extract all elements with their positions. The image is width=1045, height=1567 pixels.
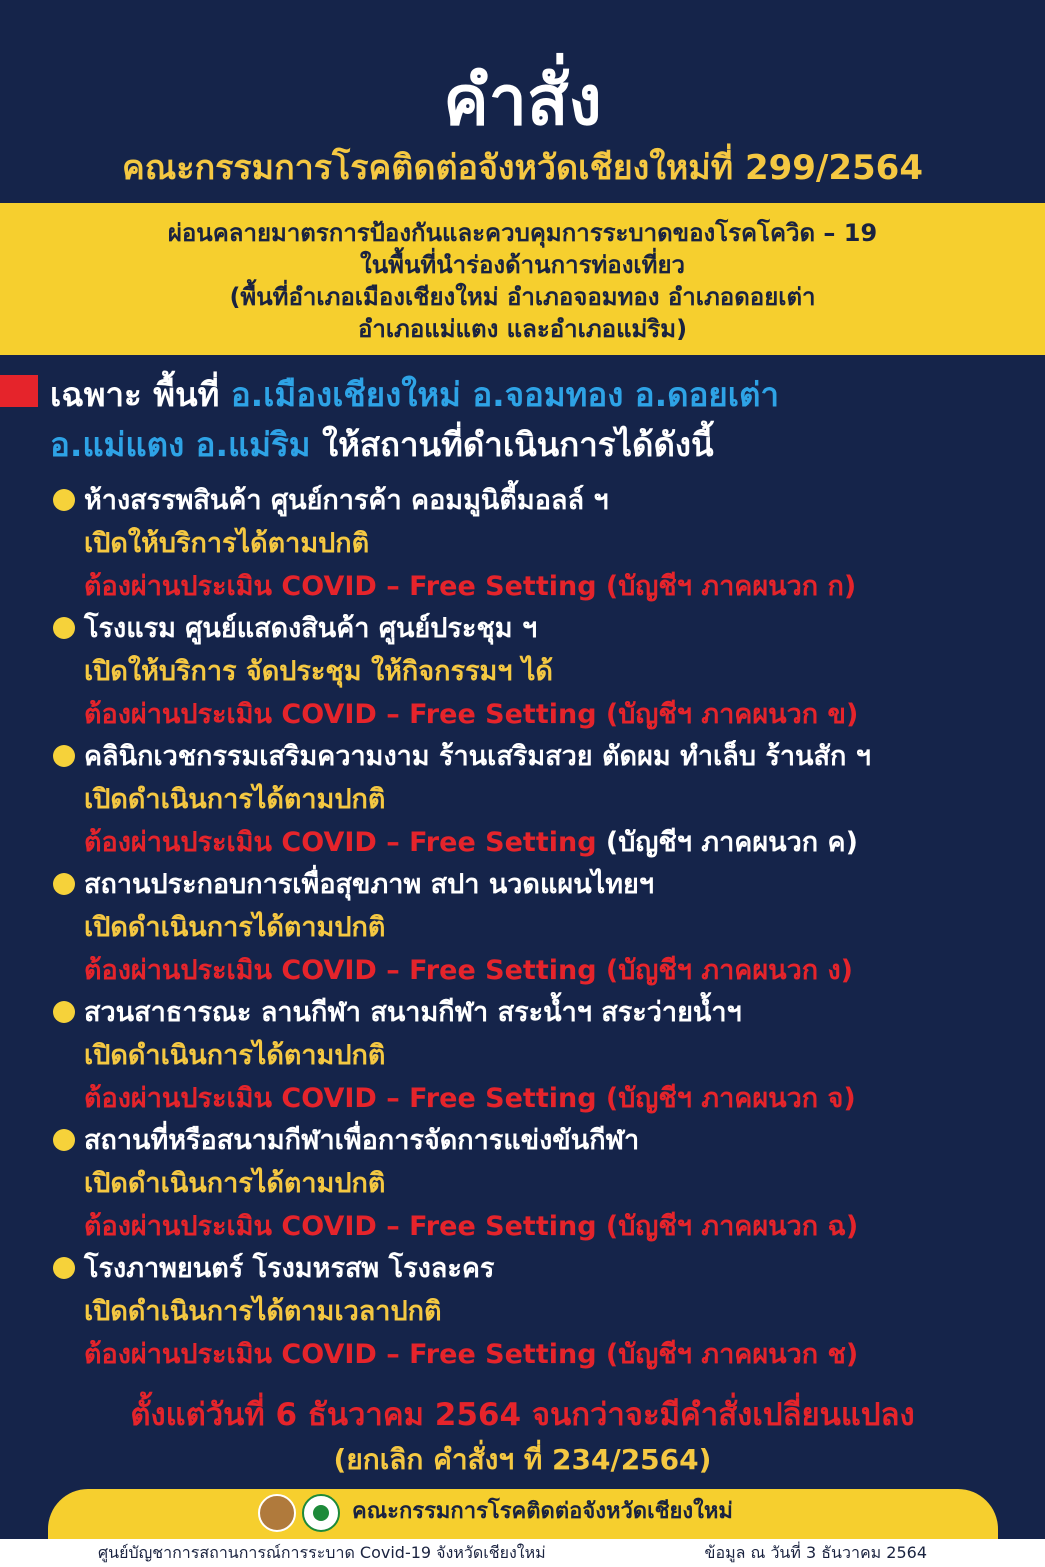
- banner-line: อำเภอแม่แตง และอำเภอแม่ริม): [357, 315, 688, 343]
- list-item: [50, 608, 1030, 736]
- venue-condition: ต้องผ่านประเมิน COVID – Free Setting (บัญชีฯ ภาคผนวก จ): [84, 1083, 856, 1114]
- venue-condition: ต้องผ่านประเมิน COVID – Free Setting (บัญชีฯ ภาคผนวก ช): [84, 1339, 859, 1370]
- condition-appendix: (บัญชีฯ ภาคผนวก ค): [596, 827, 858, 858]
- cancelled-order: (ยกเลิก คำสั่งฯ ที่ 234/2564): [333, 1443, 712, 1476]
- data-date: ข้อมูล ณ วันที่ 3 ธันวาคม 2564: [704, 1543, 927, 1562]
- condition-text: ต้องผ่านประเมิน COVID – Free Setting: [84, 827, 597, 858]
- page-title: คำสั่ง: [443, 62, 602, 141]
- bullet-icon: [53, 1129, 75, 1151]
- banner-line: (พื้นที่อำเภอเมืองเชียงใหม่ อำเภอจอมทอง อำเภอดอยเต่า: [229, 283, 816, 311]
- venue-status: เปิดดำเนินการได้ตามปกติ: [84, 1040, 386, 1071]
- venue-name: ห้างสรรพสินค้า ศูนย์การค้า คอมมูนิตี้มอลล์ ฯ: [84, 485, 609, 516]
- venue-name: คลินิกเวชกรรมเสริมความงาม ร้านเสริมสวย ตัดผม ทำเล็บ ร้านสัก ฯ: [84, 741, 871, 772]
- list-item: [50, 480, 1030, 608]
- venue-condition: ต้องผ่านประเมิน COVID – Free Setting (บัญชีฯ ภาคผนวก ฉ): [84, 1211, 859, 1242]
- bullet-icon: [53, 1001, 75, 1023]
- venue-status: เปิดดำเนินการได้ตามปกติ: [84, 1168, 386, 1199]
- banner-line: ผ่อนคลายมาตรการป้องกันและควบคุมการระบาดของโรคโควิด – 19: [167, 219, 878, 247]
- effective-date: ตั้งแต่วันที่ 6 ธันวาคม 2564 จนกว่าจะมีคำสั่งเปลี่ยนแปลง: [130, 1397, 915, 1433]
- footer-organization: คณะกรรมการโรคติดต่อจังหวัดเชียงใหม่: [352, 1499, 733, 1524]
- list-item: [50, 736, 1030, 864]
- venue-condition: ต้องผ่านประเมิน COVID – Free Setting (บัญชีฯ ภาคผนวก ก): [84, 571, 857, 602]
- bullet-icon: [53, 489, 75, 511]
- provincial-seal-icon: [258, 1494, 296, 1532]
- order-number-subtitle: คณะกรรมการโรคติดต่อจังหวัดเชียงใหม่ที่ 299/2564: [122, 148, 923, 188]
- relaxation-banner: [0, 203, 1045, 355]
- venue-condition: ต้องผ่านประเมิน COVID – Free Setting (บัญชีฯ ภาคผนวก ง): [84, 955, 854, 986]
- venue-condition: [84, 822, 858, 864]
- banner-line: ในพื้นที่นำร่องด้านการท่องเที่ยว: [360, 251, 685, 279]
- intro-districts: อ.แม่แตง อ.แม่ริม: [50, 425, 311, 464]
- bullet-icon: [53, 745, 75, 767]
- bullet-icon: [53, 873, 75, 895]
- venue-name: โรงแรม ศูนย์แสดงสินค้า ศูนย์ประชุม ฯ: [84, 613, 538, 644]
- list-item: [50, 864, 1030, 992]
- venue-status: เปิดดำเนินการได้ตามปกติ: [84, 912, 386, 943]
- section-marker: [0, 375, 38, 407]
- list-item: [50, 1120, 1030, 1248]
- venue-name: สถานที่หรือสนามกีฬาเพื่อการจัดการแข่งขันกีฬา: [84, 1125, 640, 1156]
- bullet-icon: [53, 1257, 75, 1279]
- venue-list: [50, 480, 1030, 1376]
- venue-name: โรงภาพยนตร์ โรงมหรสพ โรงละคร: [84, 1253, 495, 1284]
- intro-suffix: ให้สถานที่ดำเนินการได้ดังนี้: [310, 425, 714, 464]
- venue-status: เปิดให้บริการ จัดประชุม ให้กิจกรรมฯ ได้: [84, 656, 553, 687]
- public-health-logo-icon: [302, 1494, 340, 1532]
- venue-status: เปิดดำเนินการได้ตามปกติ: [84, 784, 386, 815]
- list-item: [50, 1248, 1030, 1376]
- venue-status: เปิดให้บริการได้ตามปกติ: [84, 528, 370, 559]
- venue-status: เปิดดำเนินการได้ตามเวลาปกติ: [84, 1296, 442, 1327]
- venue-name: สวนสาธารณะ ลานกีฬา สนามกีฬา สระน้ำฯ สระว่ายน้ำฯ: [84, 997, 742, 1028]
- venue-name: สถานประกอบการเพื่อสุขภาพ สปา นวดแผนไทยฯ: [84, 869, 655, 900]
- list-item: [50, 992, 1030, 1120]
- bullet-icon: [53, 617, 75, 639]
- intro-text: [50, 370, 1030, 470]
- intro-prefix: เฉพาะ พื้นที่: [50, 375, 231, 414]
- intro-districts: อ.เมืองเชียงใหม่ อ.จอมทอง อ.ดอยเต่า: [230, 375, 779, 414]
- venue-condition: ต้องผ่านประเมิน COVID – Free Setting (บัญชีฯ ภาคผนวก ข): [84, 699, 859, 730]
- data-source: ศูนย์บัญชาการสถานการณ์การระบาด Covid-19 จังหวัดเชียงใหม่: [98, 1543, 546, 1562]
